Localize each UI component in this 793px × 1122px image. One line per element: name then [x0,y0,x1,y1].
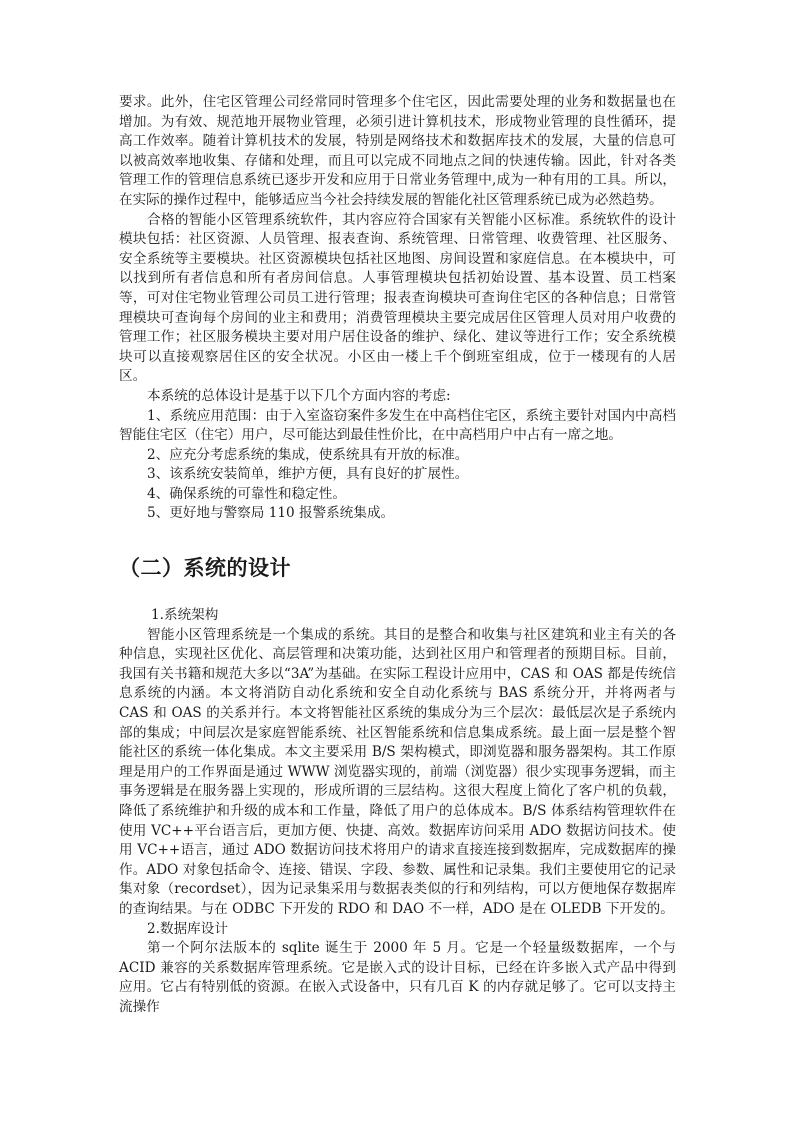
design-considerations-intro: 本系统的总体设计是基于以下几个方面内容的考虑: [147,387,451,404]
subsection-title-database: 2.数据库设计 [147,920,228,937]
architecture-paragraph: 智能小区管理系统是一个集成的系统。其目的是整合和收集与社区建筑和业主有关的各种信息，实现社区优化、高层管理和决策功能，达到社区用户和管理者的预期目标。目前，我国有关书籍和规范大多以“3A”为基础。在实际工程设计应用中，CAS 和 OAS 都是传统信息系统的内涵。本文将消防自动化系统和安全自动化系统与 BAS 系统分开，并将两者与 CAS 和 OAS 的关系并行。本文将智能社区系统的集成分为三个层次：最低层次是子系统内部的集成；中间层次是家庭智能系统、社区智能系统和信息集成系统。最上面一层是整个智能社区的系统一体化集成。本文主要采用 B/S 架构模式，即浏览器和服务器架构。其工作原理是用户的工作界面是通过 WWW 浏览器实现的，前端（浏览器）很少实现事务逻辑，而主事务逻辑是在服务器上实现的，形成所谓的三层结构。这很大程度上简化了客户机的负载，降低了系统维护和升级的成本和工作量，降低了用户的总体成本。B/S 体系结构管理软件在使用 VC++平台语言后，更加方便、快捷、高效。数据库访问采用 ADO 数据访问技术。使用 VC++语言，通过 ADO 数据访问技术将用户的请求直接连接到数据库，完成数据库的操作。ADO 对象包括命令、连接、错误、字段、参数、属性和记录集。我们主要使用它的记录集对象（recordset），因为记录集采用与数据表类似的行和列结构，可以方便地保存数据库的查询结果。与在 ODBC 下开发的 RDO 和 DAO 不一样，ADO 是在 OLEDB 下开发的。 [119,626,676,917]
document-body [119,93,676,1018]
list-item-5: 5、更好地与警察局 110 报警系统集成。 [147,505,395,522]
list-item-3: 3、该系统安装简单，维护方便，具有良好的扩展性。 [147,466,469,483]
intro-paragraph-2: 合格的智能小区管理系统软件，其内容应符合国家有关智能小区标准。系统软件的设计模块包括：社区资源、人员管理、报表查询、系统管理、日常管理、收费管理、社区服务、安全系统等主要模块。社区资源模块包括社区地图、房间设置和家庭信息。在本模块中，可以找到所有者信息和所有者房间信息。人事管理模块包括初始设置、基本设置、员工档案等，可对住宅物业管理公司员工进行管理；报表查询模块可查询住宅区的各种信息；日常管理模块可查询每个房间的业主和费用；消费管理模块主要完成居住区管理人员对用户收费的管理工作；社区服务模块主要对用户居住设备的维护、绿化、建议等进行工作；安全系统模块可以直接观察居住区的安全状况。小区由一楼上千个倒班室组成，位于一楼现有的人居区。 [119,211,676,385]
list-item-2: 2、应充分考虑系统的集成，使系统具有开放的标准。 [147,446,469,463]
list-item-4: 4、确保系统的可靠性和稳定性。 [147,485,346,502]
list-item-1: 1、系统应用范围：由于入室盗窃案件多发生在中高档住宅区，系统主要针对国内中高档智能住宅区（住宅）用户，尽可能达到最佳性价比，在中高档用户中占有一席之地。 [119,407,676,444]
database-paragraph: 第一个阿尔法版本的 sqlite 诞生于 2000 年 5 月。它是一个轻量级数据库，一个与 ACID 兼容的关系数据库管理系统。它是嵌入式的设计目标，已经在许多嵌入式产品中得到应用。它占有特别低的资源。在嵌入式设备中，只有几百 K 的内存就足够了。它可以支持主流操作 [119,940,676,1015]
subsection-title-architecture: 1.系统架构 [151,607,219,624]
section-heading: （二）系统的设计 [119,556,291,581]
intro-paragraph-1: 要求。此外，住宅区管理公司经常同时管理多个住宅区，因此需要处理的业务和数据量也在增加。为有效、规范地开展物业管理，必须引进计算机技术，形成物业管理的良性循环，提高工作效率。随着计算机技术的发展，特别是网络技术和数据库技术的发展，大量的信息可以被高效率地收集、存储和处理，而且可以完成不同地点之间的快速传输。因此，针对各类管理工作的管理信息系统已逐步开发和应用于日常业务管理中,成为一种有用的工具。所以，在实际的操作过程中，能够适应当今社会持续发展的智能化社区管理系统已成为必然趋势。 [119,94,676,208]
